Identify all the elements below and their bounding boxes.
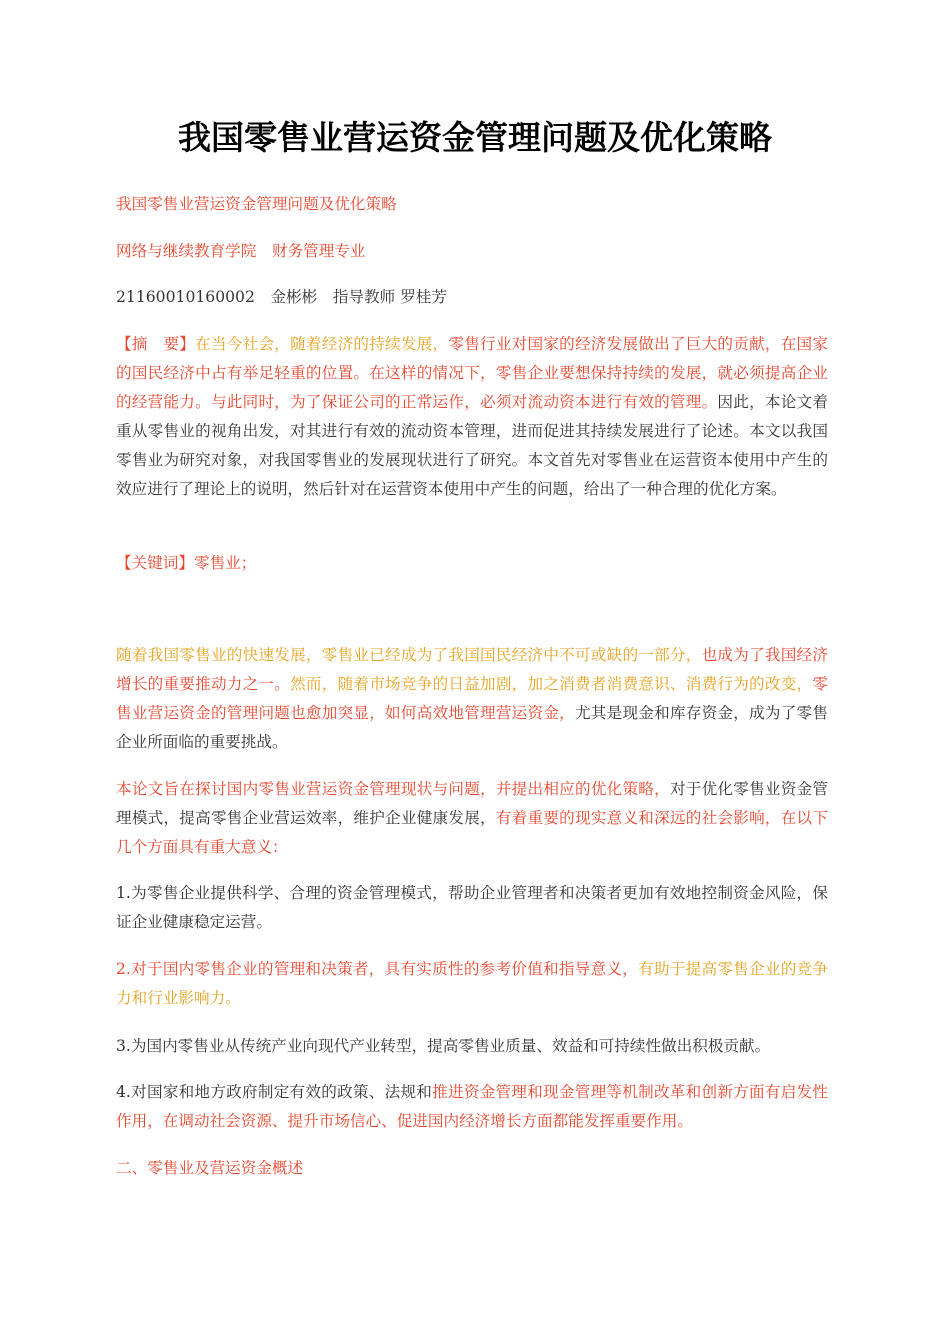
keywords-text: 零售业； xyxy=(193,554,257,572)
intro-2a: 本论文旨在探讨国内零售业营运资金管理现状与问题，并提出相应的优化策略， xyxy=(116,780,670,798)
section-heading: 二、零售业及营运资金概述 xyxy=(116,1159,304,1177)
list-item-2 xyxy=(116,955,828,1013)
list-item-4 xyxy=(116,1078,828,1136)
intro-1a: 随着我国零售业的快速发展，零售业已经成为了我国国民经济中不可或缺的一部分， xyxy=(116,646,702,664)
abstract-text-1: 在当今社会，随着经济的持续发展， xyxy=(195,335,449,353)
intro-2b: 对于优化零售业资金管理模式，提高零售企业营运效率，维护企业健康发展， xyxy=(116,780,828,827)
intro-paragraph-1 xyxy=(116,641,828,757)
subtitle: 我国零售业营运资金管理问题及优化策略 xyxy=(116,195,397,213)
intro-paragraph-2 xyxy=(116,775,828,862)
list-item-1: 1.为零售企业提供科学、合理的资金管理模式，帮助企业管理者和决策者更加有效地控制资金风险，保证企业健康稳定运营。 xyxy=(116,884,828,931)
intro-2c: 有着重要的现实意义和深远的社会影响，在以下几个方面具有重大意义： xyxy=(116,809,828,856)
keywords-paragraph xyxy=(116,549,828,578)
list-item-4a: 4.对国家和地方政府制定有效的政策、法规和 xyxy=(116,1083,433,1101)
document-title: 我国零售业营运资金管理问题及优化策略 xyxy=(178,118,772,157)
list-item-2a: 2.对于国内零售企业的管理和决策者，具有实质性的参考价值和指导意义， xyxy=(116,960,639,978)
abstract-paragraph xyxy=(116,330,828,504)
abstract-label: 【摘 要】 xyxy=(116,335,196,353)
intro-1b: 也成为了我国经济增长的重要推动力之一。 xyxy=(116,646,828,693)
intro-1c: 然而，随着市场竞争的日益加剧，加之消费者消费意识、消费行为的改变， xyxy=(290,675,813,693)
college-line: 网络与继续教育学院 财务管理专业 xyxy=(116,242,366,260)
list-item-2b: 有助于提高零售企业的竞争力和行业影响力。 xyxy=(116,960,828,1007)
keywords-label: 【关键词】 xyxy=(116,554,194,572)
abstract-text-3: 因此，本论文着重从零售业的视角出发，对其进行有效的流动资本管理，进而促进其持续发展进行了论述。本文以我国零售业为研究对象，对我国零售业的发展现状进行了研究。本文首先对零售业在运营资本使用中产生的效应进行了理论上的说明，然后针对在运营资本使用中产生的问题，给出了一种合理的优化方案。 xyxy=(116,393,828,498)
intro-1e: 尤其是现金和库存资金，成为了零售企业所面临的重要挑战。 xyxy=(116,704,828,751)
abstract-text-2: 零售行业对国家的经济发展做出了巨大的贡献，在国家的国民经济中占有举足轻重的位置。在这样的情况下，零售企业要想保持持续的发展，就必须提高企业的经营能力。与此同时，为了保证公司的正常运作，必须对流动资本进行有效的管理。 xyxy=(116,335,828,411)
author-line: 21160010160002 金彬彬 指导教师 罗桂芳 xyxy=(116,288,447,306)
intro-1d: 零售业营运资金的管理问题也愈加突显，如何高效地管理营运资金， xyxy=(116,675,828,722)
list-item-3: 3.为国内零售业从传统产业向现代产业转型，提高零售业质量、效益和可持续性做出积极贡献。 xyxy=(116,1037,771,1055)
list-item-4b: 推进资金管理和现金管理等机制改革和创新方面有启发性作用，在调动社会资源、提升市场信心、促进国内经济增长方面都能发挥重要作用。 xyxy=(116,1083,828,1130)
